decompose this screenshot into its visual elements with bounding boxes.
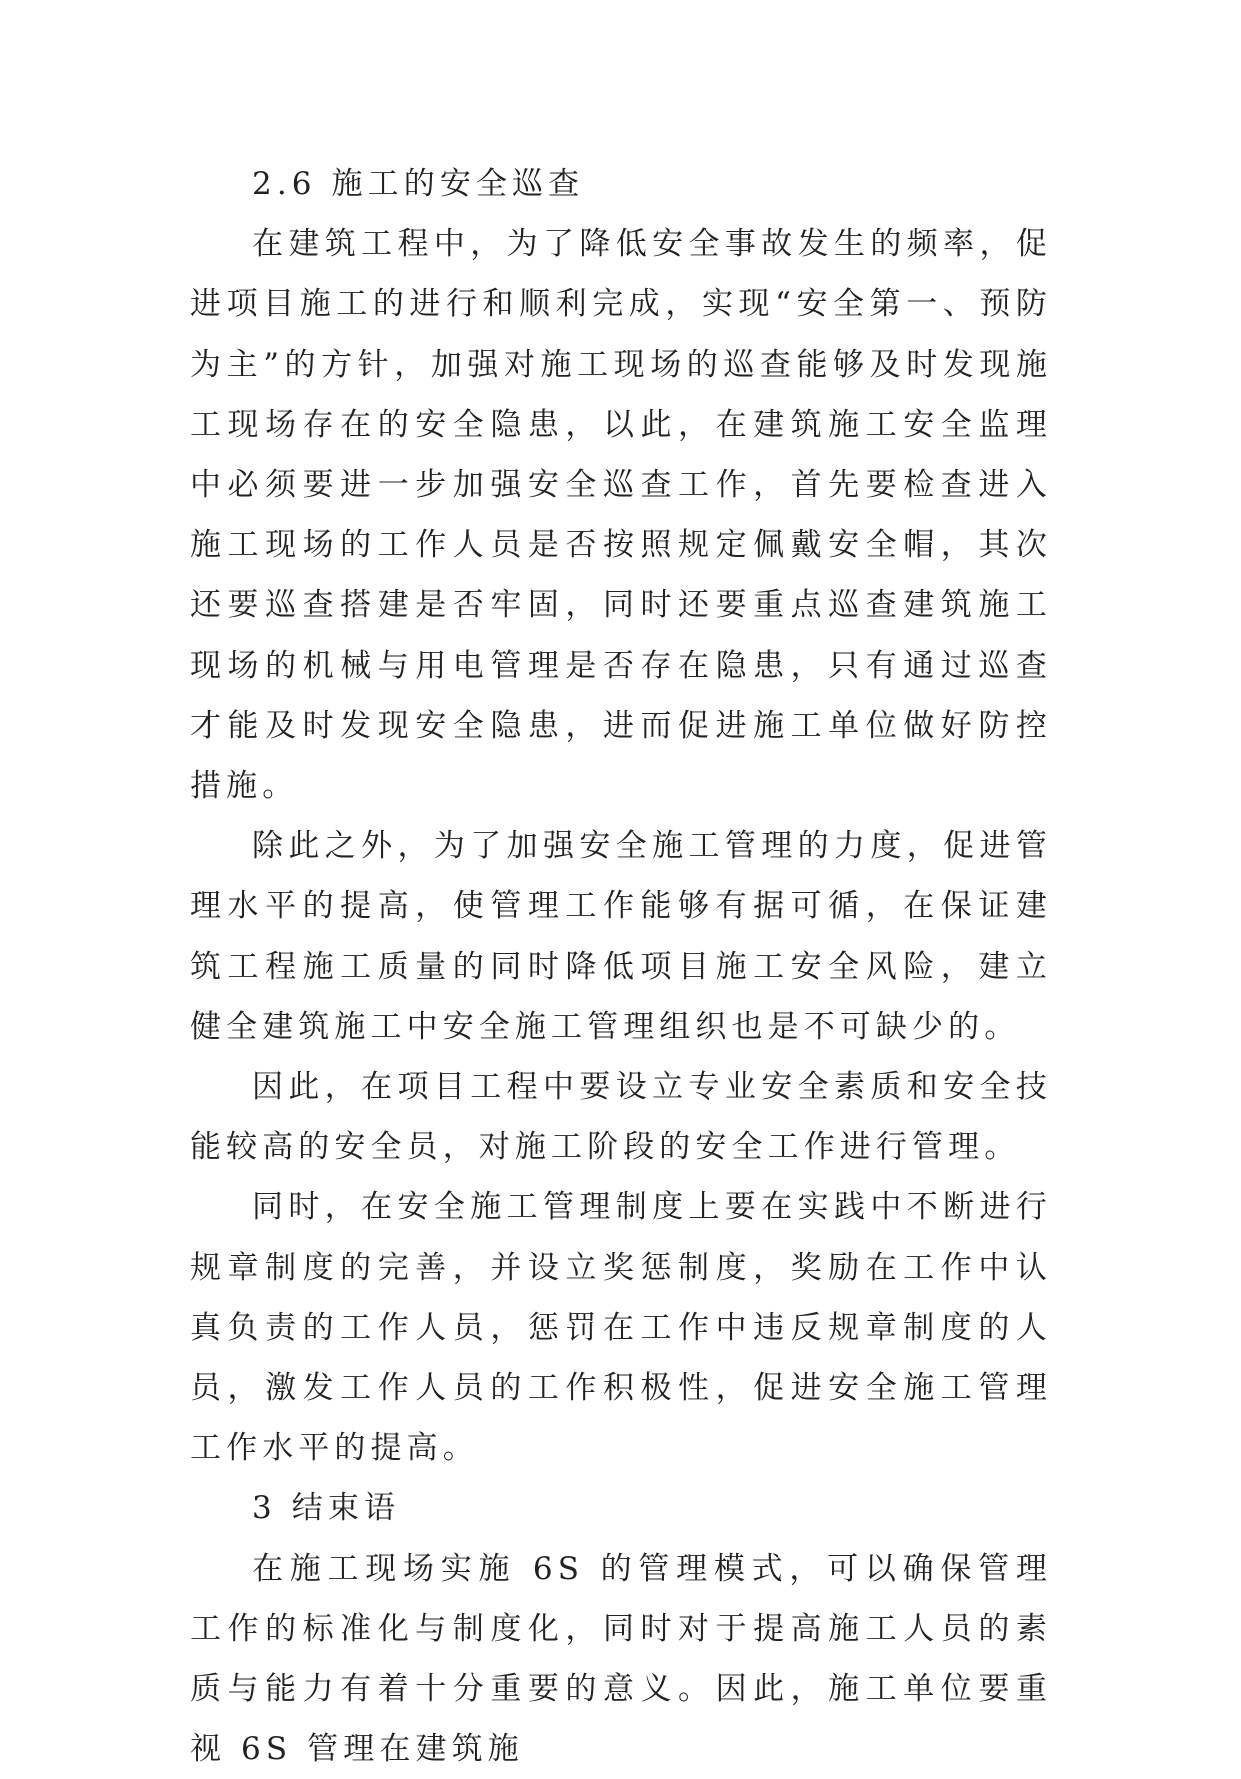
body-paragraph-3: 因此，在项目工程中要设立专业安全素质和安全技能较高的安全员，对施工阶段的安全工作进行管理。: [190, 1069, 1052, 1166]
section-heading-2-6: 2.6 施工的安全巡查: [252, 166, 585, 202]
document-body: [190, 154, 1052, 1779]
body-paragraph-4: 同时，在安全施工管理制度上要在实践中不断进行规章制度的完善，并设立奖惩制度，奖励在工作中认真负责的工作人员，惩罚在工作中违反规章制度的人员，激发工作人员的工作积极性，促进安全施工管理工作水平的提高。: [190, 1189, 1052, 1467]
body-paragraph-2: 除此之外，为了加强安全施工管理的力度，促进管理水平的提高，使管理工作能够有据可循，在保证建筑工程施工质量的同时降低项目施工安全风险，建立健全建筑施工中安全施工管理组织也是不可缺少的。: [190, 828, 1052, 1045]
section-heading-3: 3 结束语: [252, 1490, 401, 1527]
body-paragraph-1: 在建筑工程中，为了降低安全事故发生的频率，促进项目施工的进行和顺利完成，实现“安全第一、预防为主”的方针，加强对施工现场的巡查能够及时发现施工现场存在的安全隐患，以此，在建筑施工安全监理中必须要进一步加强安全巡查工作，首先要检查进入施工现场的工作人员是否按照规定佩戴安全帽，其次还要巡查搭建是否牢固，同时还要重点巡查建筑施工现场的机械与用电管理是否存在隐患，只有通过巡查才能及时发现安全隐患，进而促进施工单位做好防控措施。: [190, 226, 1052, 805]
body-paragraph-5: 在施工现场实施 6S 的管理模式，可以确保管理工作的标准化与制度化，同时对于提高施工人员的素质与能力有着十分重要的意义。因此，施工单位要重视 6S 管理在建筑施: [190, 1550, 1052, 1768]
